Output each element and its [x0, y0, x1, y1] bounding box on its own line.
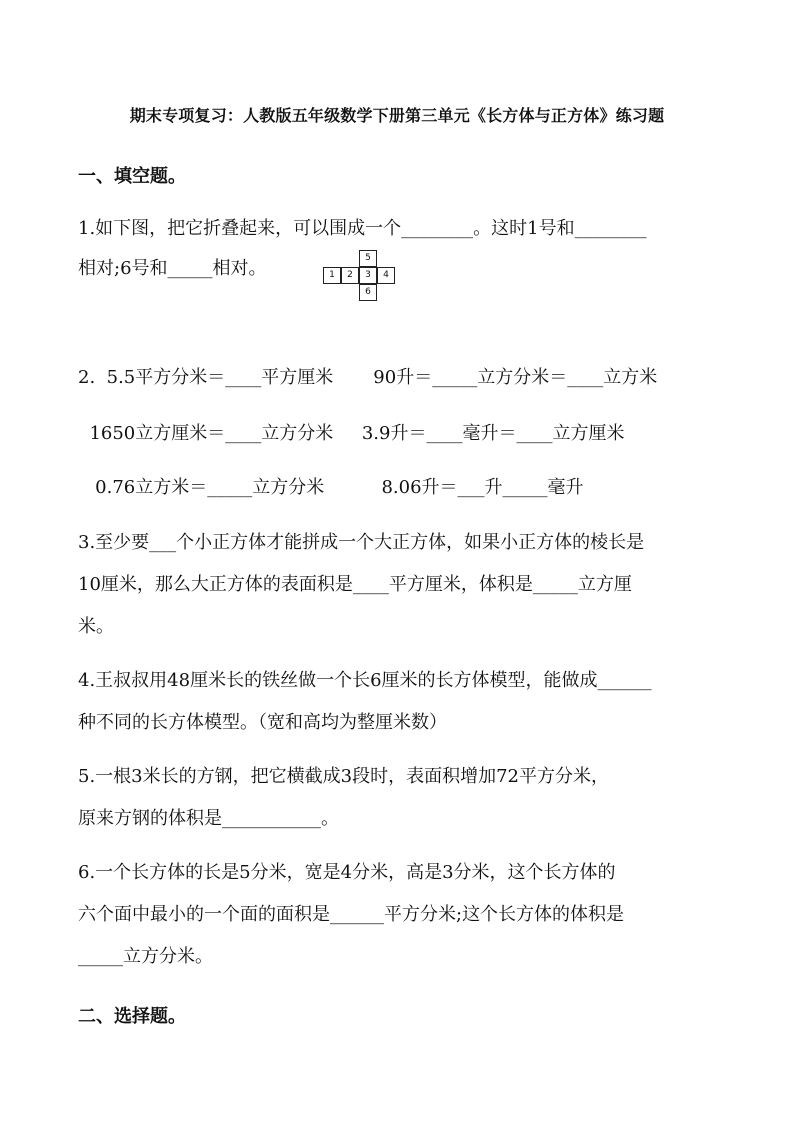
net-cell-6: 6: [359, 284, 377, 301]
question-3-line-2: 10厘米，那么大正方体的表面积是____平方厘米，体积是_____立方厘: [78, 574, 632, 595]
net-cell-2: 2: [341, 267, 359, 284]
question-5-line-1: 5.一根3米长的方钢，把它横截成3段时，表面积增加72平方分米，: [78, 766, 609, 787]
question-2-line-3: 0.76立方米＝_____立方分米 8.06升＝___升_____毫升: [78, 477, 584, 498]
question-6-line-3: _____立方分米。: [78, 946, 213, 967]
question-1-line-1: 1.如下图，把它折叠起来，可以围成一个________。这时1号和________: [78, 218, 647, 239]
question-6-line-1: 6.一个长方体的长是5分米，宽是4分米，高是3分米，这个长方体的: [78, 862, 616, 883]
question-3-line-1: 3.至少要___个小正方体才能拼成一个大正方体，如果小正方体的棱长是: [78, 532, 645, 553]
question-6-line-2: 六个面中最小的一个面的面积是______平方分米;这个长方体的体积是: [78, 904, 625, 925]
question-4-line-2: 种不同的长方体模型。（宽和高均为整厘米数）: [78, 712, 447, 733]
question-2-line-2: 1650立方厘米＝____立方分米 3.9升＝____毫升＝____立方厘米: [78, 423, 625, 444]
net-cell-5: 5: [359, 250, 377, 267]
cube-net-diagram: [323, 250, 413, 304]
section-heading-fill-blank: 一、填空题。: [78, 166, 186, 187]
question-4-line-1: 4.王叔叔用48厘米长的铁丝做一个长6厘米的长方体模型，能做成______: [78, 670, 652, 691]
net-cell-1: 1: [323, 267, 341, 284]
question-3-line-3: 米。: [78, 616, 114, 637]
net-cell-4: 4: [377, 267, 395, 284]
net-cell-3: 3: [359, 267, 377, 284]
question-2-line-1: 2. 5.5平方分米＝____平方厘米 90升＝_____立方分米＝____立方米: [78, 367, 658, 388]
question-1-line-2: 相对;6号和_____相对。: [78, 258, 267, 279]
question-5-line-2: 原来方钢的体积是___________。: [78, 808, 339, 829]
section-heading-choice: 二、选择题。: [78, 1006, 186, 1027]
page-title: 期末专项复习：人教版五年级数学下册第三单元《长方体与正方体》练习题: [129, 106, 665, 125]
